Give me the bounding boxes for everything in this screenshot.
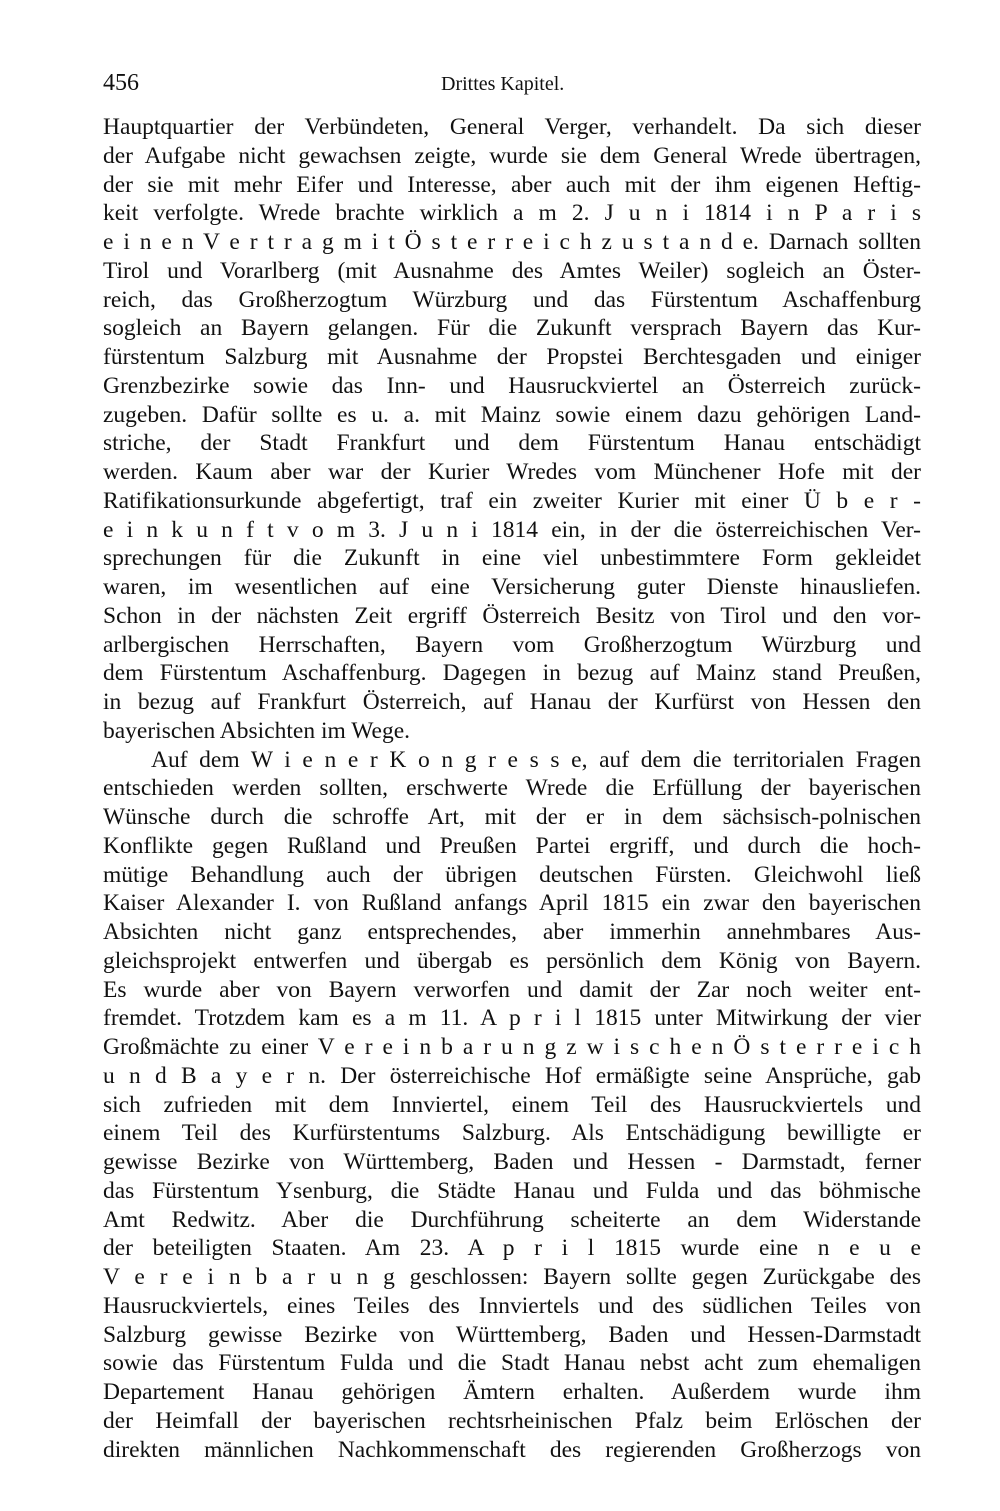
text-line: V e r e i n b a r u n g geschlossen: Bayern sollte gegen Zurückgabe des <box>103 1264 921 1290</box>
text-line: mütige Behandlung auch der übrigen deutschen Fürsten. Gleichwohl ließ <box>103 861 921 888</box>
text-line: fremdet. Trotzdem kam es a m 11. A p r i l 1815 unter Mitwirkung der vier <box>103 1005 921 1032</box>
text-line: in bezug auf Frankfurt Österreich, auf Hanau der Kurfürst von Hessen den <box>103 689 921 715</box>
page-header <box>103 70 923 104</box>
text-line: sich zufrieden mit dem Innviertel, einem Teil des Hausruckviertels und <box>103 1091 921 1118</box>
text-line: gleichsprojekt entwerfen und übergab es persönlich dem König von Bayern. <box>103 947 921 974</box>
text-line: keit verfolgte. Wrede brachte wirklich a m 2. J u n i 1814 i n P a r i s <box>103 200 921 227</box>
text-line: Kaiser Alexander I. von Rußland anfangs April 1815 ein zwar den bayerischen <box>103 890 921 917</box>
text-line: Großmächte zu einer V e r e i n b a r u n g z w i s c h e n Ö s t e r r e i c h <box>103 1034 921 1060</box>
text-line: Ratifikationsurkunde abgefertigt, traf ein zweiter Kurier mit einer Ü b e r - <box>103 487 921 514</box>
text-line: Es wurde aber von Bayern verworfen und damit der Zar noch weiter ent- <box>103 976 921 1003</box>
text-line: sprechungen für die Zukunft in eine viel unbestimmtere Form gekleidet <box>103 545 921 572</box>
text-line: Tirol und Vorarlberg (mit Ausnahme des Amtes Weiler) sogleich an Öster- <box>103 257 921 284</box>
text-line: Hauptquartier der Verbündeten, General Verger, verhandelt. Da sich dieser <box>103 114 921 140</box>
text-line: Grenzbezirke sowie das Inn- und Hausruckviertel an Österreich zurück- <box>103 372 921 399</box>
body-text <box>103 113 921 1464</box>
text-line: Konflikte gegen Rußland und Preußen Partei ergriff, und durch die hoch- <box>103 832 921 859</box>
text-line: sowie das Fürstentum Fulda und die Stadt Hanau nebst acht zum ehemaligen <box>103 1350 921 1377</box>
text-line: fürstentum Salzburg mit Ausnahme der Propstei Berchtesgaden und einiger <box>103 344 921 370</box>
text-line: werden. Kaum aber war der Kurier Wredes vom Münchener Hofe mit der <box>103 459 921 485</box>
text-line: der beteiligten Staaten. Am 23. A p r i l 1815 wurde eine n e u e <box>103 1235 921 1262</box>
text-line: zugeben. Dafür sollte es u. a. mit Mainz sowie einem dazu gehörigen Land- <box>103 401 921 428</box>
text-line: Salzburg gewisse Bezirke von Württemberg, Baden und Hessen-Darmstadt <box>103 1321 921 1348</box>
paragraph-2 <box>103 746 921 1465</box>
running-title: Drittes Kapitel. <box>441 73 565 95</box>
page-number: 456 <box>103 70 139 96</box>
text-line: Auf dem W i e n e r K o n g r e s s e, auf dem die territorialen Fragen <box>151 746 921 773</box>
text-line: e i n k u n f t v o m 3. J u n i 1814 ein, in der die österreichischen Ver- <box>103 516 921 543</box>
text-line: striche, der Stadt Frankfurt und dem Fürstentum Hanau entschädigt <box>103 430 921 457</box>
text-line: sogleich an Bayern gelangen. Für die Zukunft versprach Bayern das Kur- <box>103 315 921 342</box>
text-line: gewisse Bezirke von Württemberg, Baden und Hessen - Darmstadt, ferner <box>103 1149 921 1175</box>
text-line: entschieden werden sollten, erschwerte Wrede die Erfüllung der bayerischen <box>103 775 921 802</box>
text-line: waren, im wesentlichen auf eine Versicherung guter Dienste hinausliefen. <box>103 574 921 600</box>
text-line: der Aufgabe nicht gewachsen zeigte, wurde sie dem General Wrede übertragen, <box>103 142 921 169</box>
text-line: Hausruckviertels, eines Teiles des Innviertels und des südlichen Teiles von <box>103 1292 921 1319</box>
paragraph-1 <box>103 113 921 746</box>
text-line: einem Teil des Kurfürstentums Salzburg. Als Entschädigung bewilligte er <box>103 1120 921 1147</box>
text-line: Absichten nicht ganz entsprechendes, aber immerhin annehmbares Aus- <box>103 919 921 945</box>
text-line: u n d B a y e r n. Der österreichische Hof ermäßigte seine Ansprüche, gab <box>103 1062 921 1089</box>
text-line: reich, das Großherzogtum Würzburg und das Fürstentum Aschaffenburg <box>103 286 921 313</box>
text-line: Amt Redwitz. Aber die Durchführung scheiterte an dem Widerstande <box>103 1206 921 1233</box>
text-line: der sie mit mehr Eifer und Interesse, aber auch mit der ihm eigenen Heftig- <box>103 171 921 198</box>
text-line: direkten männlichen Nachkommenschaft des regierenden Großherzogs von <box>103 1436 921 1463</box>
text-line: der Heimfall der bayerischen rechtsrheinischen Pfalz beim Erlöschen der <box>103 1407 921 1434</box>
text-line: e i n e n V e r t r a g m i t Ö s t e r r e i c h z u s t a n d e. Darnach sollten <box>103 229 921 255</box>
text-line: Wünsche durch die schroffe Art, mit der er in dem sächsisch-polnischen <box>103 804 921 830</box>
text-line: arlbergischen Herrschaften, Bayern vom Großherzogtum Würzburg und <box>103 631 921 658</box>
text-line: dem Fürstentum Aschaffenburg. Dagegen in bezug auf Mainz stand Preußen, <box>103 660 921 687</box>
text-line: Schon in der nächsten Zeit ergriff Österreich Besitz von Tirol und den vor- <box>103 602 921 629</box>
text-line: Departement Hanau gehörigen Ämtern erhalten. Außerdem wurde ihm <box>103 1379 921 1405</box>
text-line: das Fürstentum Ysenburg, die Städte Hanau und Fulda und das böhmische <box>103 1177 921 1204</box>
text-line: bayerischen Absichten im Wege. <box>103 717 411 744</box>
